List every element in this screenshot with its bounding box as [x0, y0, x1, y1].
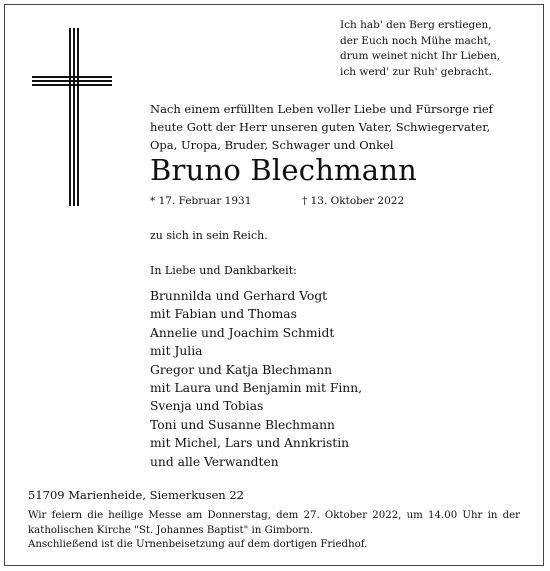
poem-line: Ich hab' den Berg erstiegen,	[340, 19, 492, 31]
list-item: mit Julia	[150, 344, 203, 359]
list-item: und alle Verwandten	[150, 454, 279, 469]
cross-stroke	[32, 84, 112, 86]
list-item: Toni und Susanne Blechmann	[150, 417, 335, 432]
birth-date: * 17. Februar 1931	[150, 195, 252, 207]
closing-phrase: zu sich in sein Reich.	[150, 229, 268, 242]
list-item: Brunnilda und Gerhard Vogt	[150, 289, 328, 303]
list-item: mit Laura und Benjamin mit Finn,	[150, 381, 363, 396]
poem	[340, 18, 525, 80]
list-item: Gregor und Katja Blechmann	[150, 362, 333, 377]
list-item: Annelie und Joachim Schmidt	[150, 325, 335, 340]
cross-stroke	[32, 80, 112, 82]
poem-line: ich werd' zur Ruh' gebracht.	[340, 65, 492, 78]
service-notice	[28, 509, 520, 553]
cross-stroke	[77, 28, 79, 206]
poem-line: drum weinet nicht Ihr Lieben,	[340, 50, 501, 62]
list-item: Svenja und Tobias	[150, 399, 264, 414]
family-list	[150, 287, 520, 471]
gratitude-line: In Liebe und Dankbarkeit:	[150, 264, 297, 277]
address: 51709 Marienheide, Siemerkusen 22	[28, 488, 244, 502]
poem-line: der Euch noch Mühe macht,	[340, 34, 492, 47]
cross-stroke	[32, 76, 112, 78]
notice-line: katholischen Kirche "St. Johannes Baptist" in Gimborn.	[28, 524, 313, 536]
cross-stroke	[73, 28, 75, 206]
list-item: mit Fabian und Thomas	[150, 307, 297, 322]
notice-line: Wir feiern die heilige Messe am Donnerstag, dem 27. Oktober 2022, um 14.00 Uhr in der	[28, 510, 520, 521]
intro-text: Nach einem erfüllten Leben voller Liebe und Fürsorge rief heute Gott der Herr unseren guten Vater, Schwiegervater, Opa, Uropa, Bruder, Schwager und Onkel	[150, 102, 493, 152]
cross-icon	[32, 28, 112, 208]
cross-stroke	[69, 28, 71, 206]
notice-line: Anschließend ist die Urnenbeisetzung auf dem dortigen Friedhof.	[28, 539, 368, 550]
list-item: mit Michel, Lars und Annkristin	[150, 436, 350, 451]
deceased-name: Bruno Blechmann	[150, 153, 418, 187]
death-date: † 13. Oktober 2022	[302, 195, 405, 207]
